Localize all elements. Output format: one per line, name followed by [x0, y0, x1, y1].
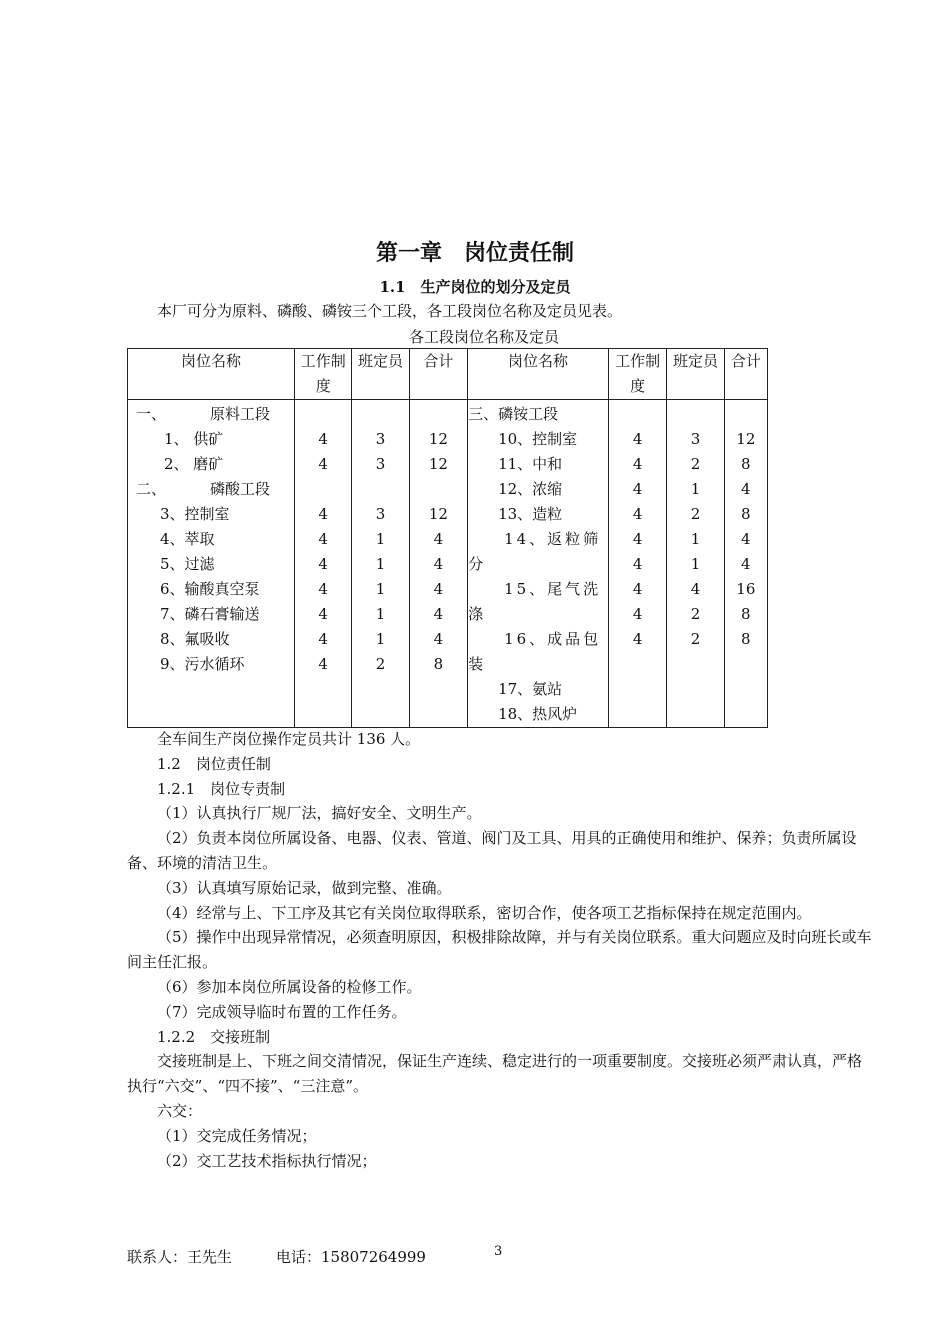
shift-value: 1 — [375, 605, 386, 623]
shift-value — [352, 402, 408, 427]
work-value: 4 — [632, 630, 643, 648]
total-value: 12 — [428, 505, 448, 523]
post-name: 2、 磨矿 — [164, 455, 224, 473]
handover-paragraph: 交接班制是上、下班之间交清情况，保证生产连续、稳定进行的一项重要制度。交接班必须严肃认真，严格执行“六交”、“四不接”、“三注意”。 — [127, 1052, 863, 1096]
header-cell: 岗位名称 — [128, 349, 295, 400]
footer-contact: 联系人：王先生 — [127, 1248, 233, 1266]
post-name: 15、尾气洗 — [468, 580, 602, 598]
handover-item: （1）交完成任务情况； — [157, 1126, 317, 1145]
work-value: 4 — [318, 580, 328, 598]
work-value — [295, 402, 351, 427]
post-name: 6、输酸真空泵 — [160, 580, 260, 598]
work-value: 4 — [318, 430, 328, 448]
total-value: 8 — [741, 455, 751, 473]
work-value: 4 — [632, 430, 643, 448]
section-title: 1.1 生产岗位的划分及定员 — [379, 278, 571, 296]
shift-value: 1 — [375, 530, 386, 548]
shift-value: 1 — [690, 530, 701, 548]
post-name: 9、污水循环 — [160, 655, 245, 673]
post-name: 16、成品包 — [468, 630, 602, 648]
total-value: 4 — [741, 555, 751, 573]
duty-item: （3）认真填写原始记录，做到完整、准确。 — [157, 878, 452, 897]
post-name: 7、磷石膏输送 — [160, 605, 260, 623]
work-value: 4 — [632, 605, 643, 623]
shift-value: 2 — [690, 630, 701, 648]
shift-value: 1 — [375, 580, 386, 598]
work-value: 4 — [632, 555, 643, 573]
shift-value: 1 — [690, 555, 701, 573]
shift-value — [352, 477, 408, 502]
duty-item: （4）经常与上、下工序及其它有关岗位取得联系，密切合作，使各项工艺指标保持在规定范围内。 — [157, 903, 812, 922]
post-name: 5、过滤 — [160, 555, 215, 573]
post-name: 8、氟吸收 — [160, 630, 230, 648]
total-value: 4 — [433, 580, 444, 598]
page-number: 3 — [494, 1244, 503, 1259]
work-value — [609, 402, 666, 427]
post-name: 10、控制室 — [468, 430, 578, 448]
shift-value — [667, 402, 723, 427]
total-value: 8 — [741, 630, 751, 648]
left-shift-cell — [352, 400, 409, 728]
chapter-title: 第一章 岗位责任制 — [375, 241, 574, 266]
total-value: 12 — [428, 455, 448, 473]
table-caption: 各工段岗位名称及定员 — [408, 328, 559, 346]
shift-value: 2 — [690, 455, 701, 473]
shift-value: 4 — [690, 580, 701, 598]
duty-item: （1）认真执行厂规厂法，搞好安全、文明生产。 — [157, 804, 482, 823]
total-value: 8 — [741, 505, 751, 523]
total-value: 16 — [736, 580, 756, 598]
section-row: 二、 磷酸工段 — [136, 480, 271, 498]
shift-value: 2 — [690, 605, 701, 623]
shift-value: 3 — [375, 505, 386, 523]
post-name: 11、中和 — [468, 455, 563, 473]
post-name: 1、 供矿 — [164, 430, 224, 448]
post-name: 14、返粒筛 — [468, 530, 602, 548]
post-name: 3、控制室 — [160, 505, 230, 523]
shift-value: 1 — [375, 630, 386, 648]
work-value: 4 — [318, 505, 328, 523]
duty-item: （7）完成领导临时布置的工作任务。 — [157, 1002, 407, 1021]
total-value: 8 — [433, 655, 444, 673]
total-value: 4 — [433, 605, 444, 623]
section-row: 一、 原料工段 — [136, 405, 271, 423]
section-heading-1-2-1: 1.2.1 岗位专责制 — [157, 779, 286, 798]
shift-value: 1 — [375, 555, 386, 573]
work-value: 4 — [632, 530, 643, 548]
left-work-cell — [295, 400, 352, 728]
total-value — [410, 402, 467, 427]
footer-phone: 电话：15807264999 — [276, 1248, 426, 1266]
shift-value: 2 — [690, 505, 701, 523]
total-value — [410, 477, 467, 502]
table-body-row — [128, 400, 768, 728]
work-value: 4 — [318, 605, 328, 623]
duty-item: （6）参加本岗位所属设备的检修工作。 — [157, 977, 422, 996]
post-name: 17、氨站 — [468, 680, 563, 698]
header-cell: 合计 — [409, 349, 467, 400]
work-value: 4 — [632, 580, 643, 598]
total-value: 4 — [433, 555, 444, 573]
shift-value: 3 — [375, 430, 386, 448]
total-value: 4 — [433, 630, 444, 648]
header-cell: 工作制度 — [295, 349, 352, 400]
shift-value: 2 — [375, 655, 386, 673]
shift-value: 3 — [690, 430, 701, 448]
shift-value: 3 — [375, 455, 386, 473]
right-names-cell — [468, 400, 609, 728]
shift-value: 1 — [690, 480, 701, 498]
header-cell: 岗位名称 — [468, 349, 609, 400]
total-value: 4 — [433, 530, 444, 548]
post-name: 涤 — [468, 605, 484, 623]
work-value: 4 — [318, 655, 328, 673]
header-cell: 班定员 — [352, 349, 409, 400]
right-shift-cell — [667, 400, 724, 728]
work-value: 4 — [318, 530, 328, 548]
post-name: 分 — [468, 555, 484, 573]
work-value: 4 — [632, 480, 643, 498]
post-name: 装 — [468, 655, 484, 673]
work-value: 4 — [318, 455, 328, 473]
work-value: 4 — [632, 505, 643, 523]
total-value: 12 — [428, 430, 448, 448]
post-name: 12、浓缩 — [468, 480, 563, 498]
duty-item: （5）操作中出现异常情况，必须查明原因，积极排除故障，并与有关岗位联系。重大问题应及时向班长或车间主任汇报。 — [127, 928, 872, 972]
left-total-cell — [409, 400, 467, 728]
post-name: 三、磷铵工段 — [468, 405, 559, 423]
total-value: 4 — [741, 530, 751, 548]
post-name: 13、造粒 — [468, 505, 563, 523]
post-staffing-table — [127, 348, 768, 728]
left-names-cell — [128, 400, 295, 728]
post-name: 18、热风炉 — [468, 705, 578, 723]
total-value: 12 — [736, 430, 756, 448]
work-value — [295, 477, 351, 502]
total-value — [725, 402, 767, 427]
section-heading-1-2-2: 1.2.2 交接班制 — [157, 1027, 271, 1046]
work-value: 4 — [632, 455, 643, 473]
handover-item: （2）交工艺技术指标执行情况； — [157, 1151, 377, 1170]
table-header-row — [128, 349, 768, 400]
intro-paragraph: 本厂可分为原料、磷酸、磷铵三个工段，各工段岗位名称及定员见表。 — [157, 302, 623, 320]
work-value: 4 — [318, 555, 328, 573]
post-name: 4、萃取 — [160, 530, 215, 548]
right-work-cell — [608, 400, 666, 728]
header-cell: 班定员 — [667, 349, 724, 400]
total-value: 4 — [741, 480, 751, 498]
duty-item: （2）负责本岗位所属设备、电器、仪表、管道、阀门及工具、用具的正确使用和维护、保养；负责所属设备、环境的清洁卫生。 — [127, 829, 857, 872]
total-value: 8 — [741, 605, 751, 623]
header-cell: 合计 — [724, 349, 767, 400]
section-heading-1-2: 1.2 岗位责任制 — [157, 754, 271, 773]
body-text — [127, 727, 872, 1173]
work-value: 4 — [318, 630, 328, 648]
total-line: 全车间生产岗位操作定员共计 136 人。 — [157, 730, 421, 748]
six-handover-label: 六交： — [157, 1101, 203, 1120]
right-total-cell — [724, 400, 767, 728]
header-cell: 工作制度 — [608, 349, 666, 400]
